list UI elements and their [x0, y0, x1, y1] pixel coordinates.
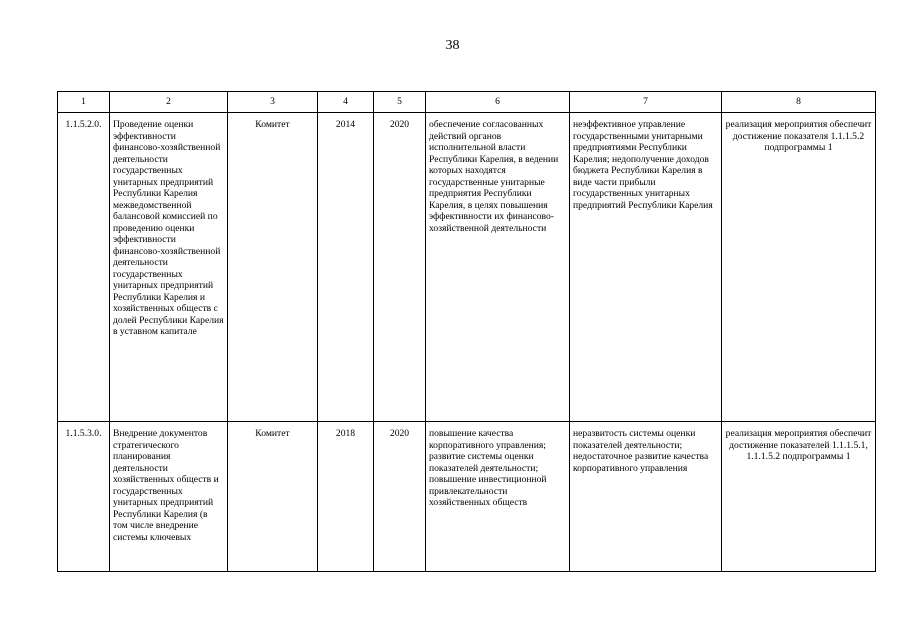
row-indicator-relation: реализация мероприятия обеспечит достижение показателя 1.1.1.5.2 подпрограммы 1 — [722, 113, 876, 422]
header-col-2: 2 — [110, 92, 228, 113]
row-expected-result: повышение качества корпоративного управления; развитие системы оценки показателей деятельности; повышение инвестиционной привлекательности хозяйственных обществ — [426, 422, 570, 572]
row-measure-name: Проведение оценки эффективности финансово-хозяйственной деятельности государственных унитарных предприятий Республики Карелия межведомственной балансовой комиссией по проведению оценки эффективности финансово-хозяйственной деятельности государственных унитарных предприятий Республики Карелия и хозяйственных обществ с долей Республики Карелия в уставном капитале — [110, 113, 228, 422]
header-col-7: 7 — [570, 92, 722, 113]
header-col-4: 4 — [318, 92, 374, 113]
row-responsible: Комитет — [228, 113, 318, 422]
row-expected-result: обеспечение согласованных действий органов исполнительной власти Республики Карелия, в ведении которых находятся государственные унитарные предприятия Республики Карелия, в целях повышения эффективности их финансово-хозяйственной деятельности — [426, 113, 570, 422]
row-code: 1.1.5.2.0. — [58, 113, 110, 422]
table-row — [58, 113, 876, 422]
row-responsible: Комитет — [228, 422, 318, 572]
row-end-year: 2020 — [374, 113, 426, 422]
header-row — [58, 92, 876, 113]
header-col-3: 3 — [228, 92, 318, 113]
header-col-5: 5 — [374, 92, 426, 113]
row-measure-name: Внедрение документов стратегического планирования деятельности хозяйственных обществ и государственных унитарных предприятий Республики Карелия (в том числе внедрение системы ключевых — [110, 422, 228, 572]
header-col-6: 6 — [426, 92, 570, 113]
row-start-year: 2014 — [318, 113, 374, 422]
row-consequences: неразвитость системы оценки показателей деятельности; недостаточное развитие качества корпоративного управления — [570, 422, 722, 572]
row-code: 1.1.5.3.0. — [58, 422, 110, 572]
page-number: 38 — [445, 38, 460, 53]
row-end-year: 2020 — [374, 422, 426, 572]
row-start-year: 2018 — [318, 422, 374, 572]
header-col-8: 8 — [722, 92, 876, 113]
row-indicator-relation: реализация мероприятия обеспечит достижение показателей 1.1.1.5.1, 1.1.1.5.2 подпрограммы 1 — [722, 422, 876, 572]
header-col-1: 1 — [58, 92, 110, 113]
measures-table — [57, 91, 876, 572]
row-consequences: неэффективное управление государственными унитарными предприятиями Республики Карелия; недополучение доходов бюджета Республики Карелия в виде части прибыли государственных унитарных предприятий Республики Карелия — [570, 113, 722, 422]
table-row — [58, 422, 876, 572]
